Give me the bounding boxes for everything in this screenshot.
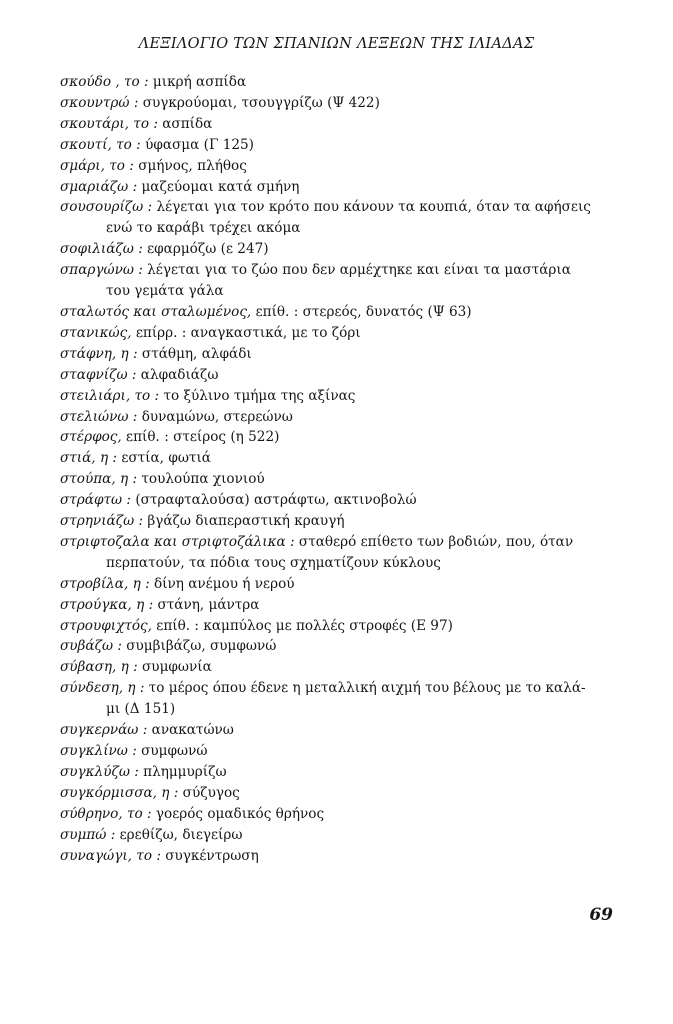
entry-term: στρουφιχτός, bbox=[60, 617, 152, 634]
entry-term: σύνδεση, η : bbox=[60, 680, 145, 697]
entry-definition: αλφαδιάζω bbox=[136, 366, 219, 383]
entry-definition: σταθερό επίθετο των βοδιών, που, όταν bbox=[294, 533, 574, 550]
glossary-entry bbox=[60, 135, 620, 156]
entry-definition: δίνη ανέμου ή νερού bbox=[149, 575, 295, 592]
glossary-entry bbox=[60, 260, 620, 302]
entry-definition: τουλούπα χιονιού bbox=[137, 471, 265, 488]
entry-term: σμαριάζω : bbox=[60, 178, 138, 195]
entry-definition: ύφασμα (Γ 125) bbox=[140, 136, 254, 153]
entry-term: συμπώ : bbox=[60, 826, 116, 843]
entry-definition: συγκρούομαι, τσουγγρίζω (Ψ 422) bbox=[138, 94, 380, 111]
entry-term: σοφιλιάζω : bbox=[60, 241, 143, 258]
entry-term: συγκόρμισσα, η : bbox=[60, 784, 179, 801]
glossary-entry bbox=[60, 846, 620, 867]
entry-definition-continuation: μι (Δ 151) bbox=[106, 701, 176, 718]
glossary-entry bbox=[60, 532, 620, 574]
entry-definition: σύζυγος bbox=[178, 784, 240, 801]
entry-definition: ανακατώνω bbox=[147, 722, 234, 739]
glossary-entry bbox=[60, 804, 620, 825]
entry-definition: στάθμη, αλφάδι bbox=[137, 345, 252, 362]
entry-definition: λέγεται για τον κρότο που κάνουν τα κουπιά, όταν τα αφήσεις bbox=[152, 199, 591, 216]
glossary-entry bbox=[60, 762, 620, 783]
entry-definition: γοερός ομαδικός θρήνος bbox=[151, 805, 325, 822]
entry-definition: το ξύλινο τμήμα της αξίνας bbox=[159, 387, 356, 404]
entry-definition: δυναμώνω, στερεώνω bbox=[137, 408, 293, 425]
entry-term: σταφνίζω : bbox=[60, 366, 137, 383]
entry-definition: εστία, φωτιά bbox=[117, 450, 211, 467]
entry-definition: ασπίδα bbox=[157, 115, 213, 132]
glossary-entry bbox=[60, 197, 620, 239]
glossary-entry bbox=[60, 239, 620, 260]
entry-term: σκουτί, το : bbox=[60, 136, 141, 153]
entry-definition-continuation: περπατούν, τα πόδια τους σχηματίζουν κύκλους bbox=[106, 554, 441, 571]
entry-definition: συμφωνώ bbox=[136, 743, 208, 759]
entry-term: σύθρηνο, το : bbox=[60, 805, 152, 822]
glossary-entry bbox=[60, 365, 620, 386]
entry-term: σμάρι, το : bbox=[60, 157, 134, 174]
glossary-entry bbox=[60, 616, 620, 637]
entry-definition: συμβιβάζω, συμφωνώ bbox=[121, 638, 277, 655]
glossary-entry bbox=[60, 741, 620, 762]
glossary-entry bbox=[60, 323, 620, 344]
entry-term: σπαργώνω : bbox=[60, 262, 143, 279]
entry-term: στανικώς, bbox=[60, 324, 132, 341]
entry-definition: μικρή ασπίδα bbox=[148, 74, 247, 90]
entry-definition: βγάζω διαπεραστική κραυγή bbox=[143, 513, 345, 530]
glossary-entry bbox=[60, 636, 620, 657]
glossary-entry bbox=[60, 93, 620, 114]
glossary-entry bbox=[60, 720, 620, 741]
entry-term: στράφτω : bbox=[60, 492, 131, 509]
entry-definition: σμήνος, πλήθος bbox=[133, 157, 247, 174]
entry-definition: στάνη, μάντρα bbox=[153, 596, 260, 613]
entry-definition: επίθ. : καμπύλος με πολλές στροφές (Ε 97) bbox=[151, 617, 453, 634]
glossary-entry bbox=[60, 427, 620, 448]
page-number: 69 bbox=[589, 905, 613, 925]
entry-term: στειλιάρι, το : bbox=[60, 387, 160, 404]
entry-definition: συγκέντρωση bbox=[160, 847, 259, 864]
entry-term: στρηνιάζω : bbox=[60, 513, 144, 530]
entry-term: στελιώνω : bbox=[60, 408, 138, 425]
entry-term: στούπα, η : bbox=[60, 471, 138, 488]
entry-term: σύβαση, η : bbox=[60, 659, 138, 676]
glossary-entry bbox=[60, 177, 620, 198]
entry-term: σκούδο , το : bbox=[60, 74, 149, 90]
entry-term: σκουτάρι, το : bbox=[60, 115, 158, 132]
glossary-entry bbox=[60, 783, 620, 804]
entry-definition: εφαρμόζω (ε 247) bbox=[142, 241, 269, 258]
glossary-entry bbox=[60, 407, 620, 428]
entry-definition: επίρρ. : αναγκαστικά, με το ζόρι bbox=[131, 324, 361, 341]
entry-definition: πλημμυρίζω bbox=[138, 763, 227, 780]
glossary-entry bbox=[60, 302, 620, 323]
glossary-entry bbox=[60, 156, 620, 177]
glossary-entry bbox=[60, 678, 620, 720]
entry-term: στρούγκα, η : bbox=[60, 596, 154, 613]
entry-term: στάφνη, η : bbox=[60, 345, 138, 362]
entry-definition: μαζεύομαι κατά σμήνη bbox=[137, 178, 300, 195]
entry-term: στιά, η : bbox=[60, 450, 117, 467]
glossary-entry bbox=[60, 114, 620, 135]
entry-definition: συμφωνία bbox=[137, 659, 212, 676]
entry-definition: (στραφταλούσα) αστράφτω, ακτινοβολώ bbox=[131, 492, 417, 509]
entry-term: στριφτοζαλα και στριφτοζάλικα : bbox=[60, 533, 295, 550]
entry-term: συγκλίνω : bbox=[60, 743, 137, 759]
entry-term: συναγώγι, το : bbox=[60, 847, 161, 864]
entry-definition: λέγεται για το ζώο που δεν αρμέχτηκε και είναι τα μαστάρια bbox=[142, 262, 571, 279]
glossary-entry bbox=[60, 469, 620, 490]
entry-definition-continuation: ενώ το καράβι τρέχει ακόμα bbox=[106, 220, 301, 237]
entry-term: σκουντρώ : bbox=[60, 94, 139, 111]
entry-term: συγκερνάω : bbox=[60, 722, 148, 739]
entry-term: συγκλύζω : bbox=[60, 763, 139, 780]
entry-term: στροβίλα, η : bbox=[60, 575, 150, 592]
entry-definition: επίθ. : στείρος (η 522) bbox=[121, 429, 280, 446]
entry-definition-continuation: του γεμάτα γάλα bbox=[106, 283, 224, 300]
glossary-entry bbox=[60, 386, 620, 407]
glossary-entry bbox=[60, 490, 620, 511]
entry-term: συβάζω : bbox=[60, 638, 122, 655]
entry-definition: ερεθίζω, διεγείρω bbox=[115, 826, 243, 843]
entry-term: σταλωτός και σταλωμένος, bbox=[60, 303, 252, 320]
entry-term: στέρφος, bbox=[60, 429, 122, 446]
glossary-entry bbox=[60, 511, 620, 532]
running-title: ΛΕΞΙΛΟΓΙΟ ΤΩΝ ΣΠΑΝΙΩΝ ΛΕΞΕΩΝ ΤΗΣ ΙΛΙΑΔΑΣ bbox=[138, 36, 535, 52]
glossary-entries bbox=[60, 72, 620, 866]
glossary-entry bbox=[60, 595, 620, 616]
glossary-entry bbox=[60, 574, 620, 595]
entry-term: σουσουρίζω : bbox=[60, 199, 153, 216]
entry-definition: το μέρος όπου έδενε η μεταλλική αιχμή του βέλους με το καλά- bbox=[144, 680, 586, 697]
glossary-entry bbox=[60, 825, 620, 846]
entry-definition: επίθ. : στερεός, δυνατός (Ψ 63) bbox=[251, 303, 472, 320]
glossary-entry bbox=[60, 344, 620, 365]
glossary-entry bbox=[60, 72, 620, 93]
glossary-entry bbox=[60, 657, 620, 678]
glossary-entry bbox=[60, 448, 620, 469]
